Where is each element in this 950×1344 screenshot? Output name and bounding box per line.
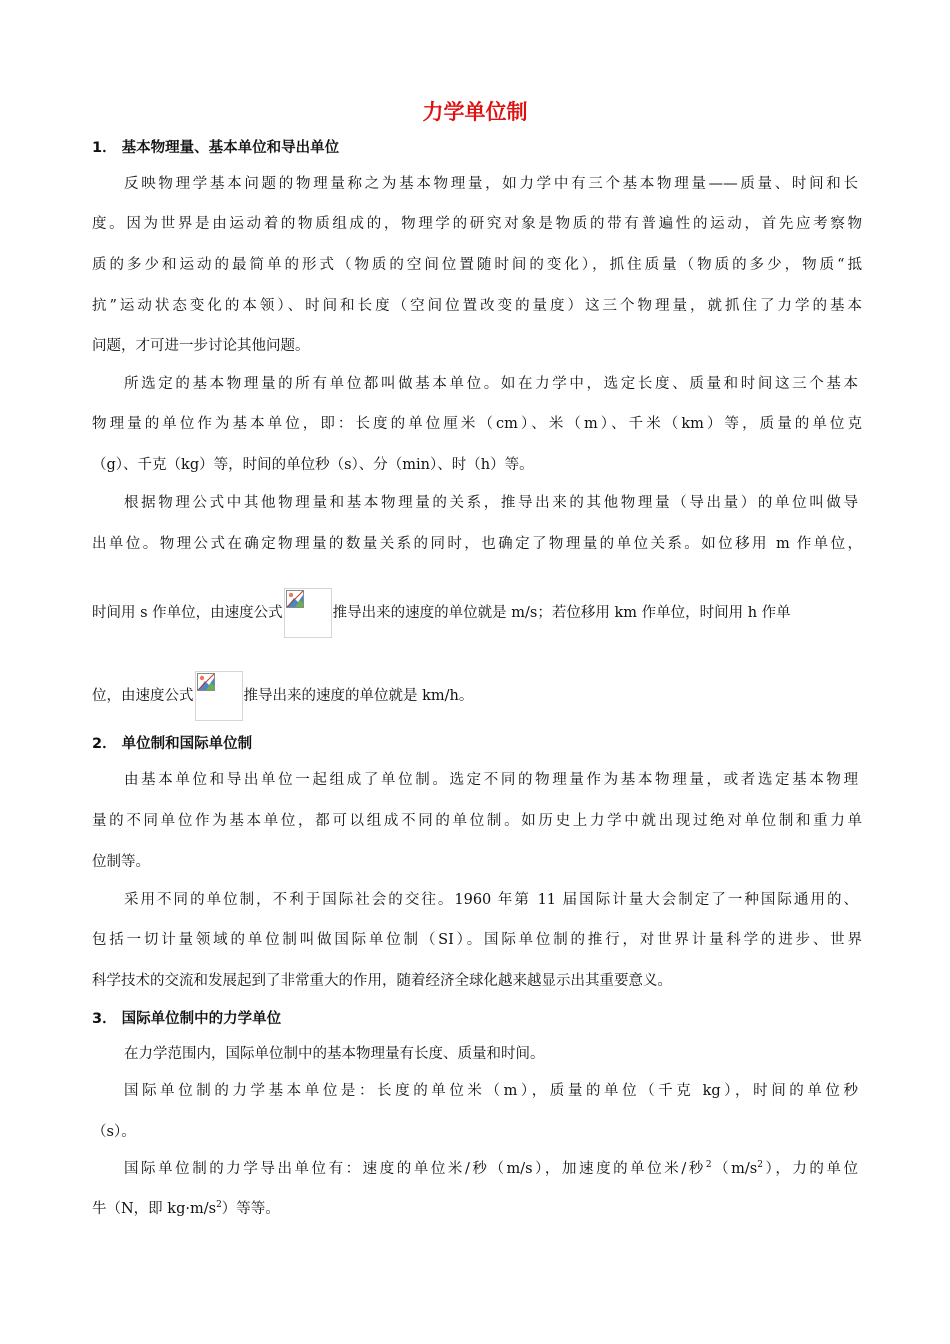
paragraph-line: 由基本单位和导出单位一起组成了单位制。选定不同的物理量作为基本物理量，或者选定基本物理: [124, 772, 858, 788]
paragraph-line: [92, 1199, 862, 1219]
paragraph-text: 推导出来的速度的单位就是 km/h。: [243, 688, 474, 704]
paragraph-line: 问题，才可进一步讨论其他问题。: [92, 338, 310, 354]
paragraph-line: 科学技术的交流和发展起到了非常重大的作用，随着经济全球化越来越显示出其重要意义。: [92, 973, 672, 989]
superscript: 2: [757, 1160, 763, 1171]
section-1-heading: 1． 基本物理量、基本单位和导出单位: [92, 140, 340, 156]
paragraph-line: 采用不同的单位制，不利于国际社会的交往。1960 年第 11 届国际计量大会制定了一种国际通用的、: [124, 892, 858, 908]
paragraph-line: （s）。: [92, 1124, 136, 1140]
paragraph-line: 质的多少和运动的最简单的形式（物质的空间位置随时间的变化），抓住质量（物质的多少，物质“抵: [92, 257, 862, 273]
paragraph-line: 量的不同单位作为基本单位，都可以组成不同的单位制。如历史上力学中就出现过绝对单位制和重力单: [92, 813, 862, 829]
paragraph-line: 度。因为世界是由运动着的物质组成的，物理学的研究对象是物质的带有普遍性的运动，首先应考察物: [92, 216, 862, 232]
paragraph-line: 在力学范围内，国际单位制中的基本物理量有长度、质量和时间。: [124, 1046, 545, 1062]
paragraph-line: 位制等。: [92, 854, 150, 870]
paragraph-line: 抗”运动状态变化的本领）、时间和长度（空间位置改变的量度）这三个物理量，就抓住了力学的基本: [92, 298, 862, 314]
broken-image-icon: [284, 588, 332, 638]
formula-row-2: [92, 671, 473, 721]
paragraph-line: 物理量的单位作为基本单位，即：长度的单位厘米（cm）、米（m）、千米（km）等，质量的单位克: [92, 416, 862, 432]
page-title: 力学单位制: [422, 100, 528, 124]
paragraph-line: 国际单位制的力学基本单位是：长度的单位米（m），质量的单位（千克 kg），时间的单位秒: [124, 1083, 858, 1099]
paragraph-text: 牛（N，即 kg·m/s: [92, 1201, 217, 1217]
paragraph-line: 反映物理学基本问题的物理量称之为基本物理量，如力学中有三个基本物理量——质量、时间和长: [124, 176, 858, 192]
paragraph-line: 出单位。物理公式在确定物理量的数量关系的同时，也确定了物理量的单位关系。如位移用 m 作单位，: [92, 536, 862, 552]
superscript: 2: [216, 1200, 222, 1211]
paragraph-text: 时间用 s 作单位，由速度公式: [92, 605, 283, 621]
paragraph-text: ）等等。: [221, 1201, 280, 1217]
paragraph-text: 国际单位制的力学导出单位有：速度的单位米/秒（m/s），加速度的单位米/秒: [124, 1161, 706, 1177]
paragraph-text: （m/s: [711, 1161, 758, 1177]
paragraph-line: 包括一切计量领域的单位制叫做国际单位制（SI）。国际单位制的推行，对世界计量科学的进步、世界: [92, 932, 862, 948]
superscript: 2: [705, 1160, 712, 1171]
paragraph-text: 位，由速度公式: [92, 688, 194, 704]
paragraph-line: 根据物理公式中其他物理量和基本物理量的关系，推导出来的其他物理量（导出量）的单位叫做导: [124, 495, 858, 511]
paragraph-line: （g）、千克（kg）等，时间的单位秒（s）、分（min）、时（h）等。: [92, 457, 534, 473]
section-3-heading: 3． 国际单位制中的力学单位: [92, 1011, 282, 1027]
paragraph-line: [124, 1159, 858, 1179]
paragraph-line: 所选定的基本物理量的所有单位都叫做基本单位。如在力学中，选定长度、质量和时间这三个基本: [124, 376, 858, 392]
section-2-heading: 2． 单位制和国际单位制: [92, 736, 253, 752]
formula-row-1: [92, 588, 791, 638]
paragraph-text: 推导出来的速度的单位就是 m/s；若位移用 km 作单位，时间用 h 作单: [332, 605, 791, 621]
paragraph-text: ），力的单位: [762, 1161, 859, 1177]
broken-image-icon: [195, 671, 243, 721]
